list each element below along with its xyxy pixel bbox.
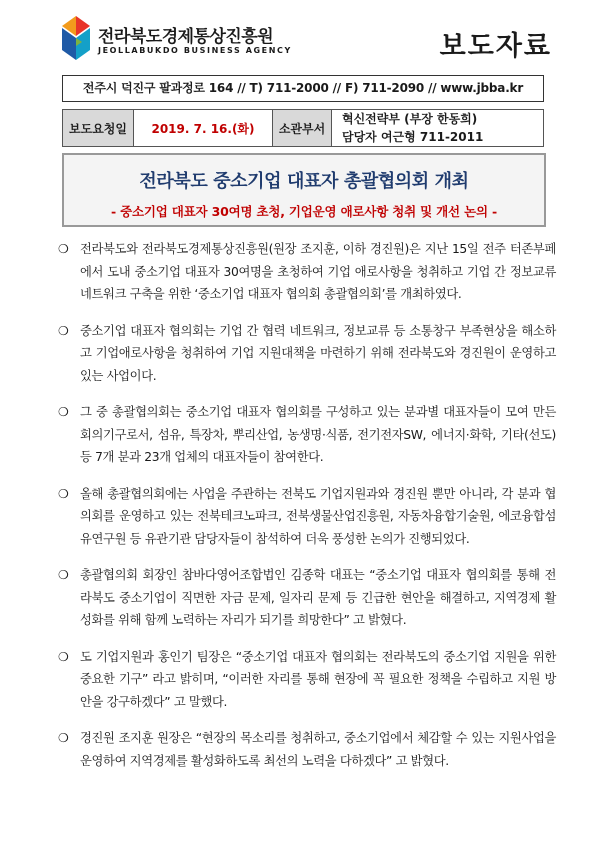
body-paragraph (56, 238, 556, 306)
contact-address-line: 전주시 덕진구 팔과정로 164 // T) 711-2000 // F) 711-2090 // www.jbba.kr (62, 75, 544, 102)
bullet-circle-icon: ❍ (58, 731, 69, 745)
bullet-circle-icon: ❍ (58, 323, 69, 338)
agency-logo-icon (62, 16, 90, 62)
bullet-circle-icon: ❍ (58, 405, 69, 419)
document-type-title: 보도자료 (439, 31, 552, 62)
press-release-body (56, 238, 556, 786)
paragraph-text: 중소기업 대표자 협의회는 기업 간 협력 네트워크, 정보교류 등 소통창구 부족현상을 해소하고 기업애로사항을 청취하여 기업 지원대책을 마련하기 위해 전라북도와 경진원이 운영하고 있는 사업이다. (80, 323, 556, 383)
department-label: 소관부서 (273, 110, 332, 147)
release-date-label: 보도요청일 (63, 110, 134, 147)
org-name-english: JEOLLABUKDO BUSINESS AGENCY (98, 46, 292, 55)
body-paragraph (56, 564, 556, 632)
paragraph-text: 총괄협의회 회장인 참바다영어조합법인 김종학 대표는 “중소기업 대표자 협의회를 통해 전라북도 중소기업이 직면한 자금 문제, 일자리 문제 등 긴급한 현안을 해결하고, 지역경제 활성화를 위해 함께 노력하는 자리가 되기를 희망한다” 고 밝혔다. (80, 568, 556, 627)
org-name-korean: 전라북도경제통상진흥원 (98, 27, 274, 47)
headline-box (62, 153, 546, 227)
department-info (332, 110, 544, 147)
headline-subtitle: - 중소기업 대표자 30여명 초청, 기업운영 애로사항 청취 및 개선 논의 - (111, 204, 497, 219)
bullet-circle-icon: ❍ (58, 568, 69, 582)
paragraph-text: 전라북도와 전라북도경제통상진흥원(원장 조지훈, 이하 경진원)은 지난 15일 전주 터존부페에서 도내 중소기업 대표자 30여명을 초청하여 기업 애로사항을 청취하고 기업 간 정보교류 네트워크 구축을 위한 ‘중소기업 대표자 협의회 총괄협의회’를 개최하였다. (80, 242, 556, 301)
paragraph-text: 그 중 총괄협의회는 중소기업 대표자 협의회를 구성하고 있는 분과별 대표자들이 모여 만든 회의기구로서, 섬유, 특장차, 뿌리산업, 농생명·식품, 전기전자SW, 에너지·화학, 기타(선도) 등 7개 분과 23개 업체의 대표자들이 참여한다. (80, 405, 556, 464)
release-date-value: 2019. 7. 16.(화) (134, 110, 273, 147)
body-paragraph (56, 483, 556, 551)
release-meta-table (62, 109, 544, 147)
body-paragraph (56, 401, 556, 469)
bullet-circle-icon: ❍ (58, 242, 69, 256)
paragraph-text: 도 기업지원과 홍인기 팀장은 “중소기업 대표자 협의회는 전라북도의 중소기업 지원을 위한 중요한 기구” 라고 밝히며, “이러한 자리를 통해 현장에 꼭 필요한 정책을 수립하고 지원 방안을 강구하겠다” 고 말했다. (80, 649, 556, 709)
department-name: 혁신전략부 (부장 한동희) (342, 112, 478, 126)
body-paragraph (56, 646, 556, 714)
headline-title: 전라북도 중소기업 대표자 총괄협의회 개최 (139, 171, 469, 192)
body-paragraph (56, 320, 556, 388)
bullet-circle-icon: ❍ (58, 486, 69, 501)
department-contact: 담당자 여근형 711-2011 (342, 130, 484, 144)
letterhead (48, 10, 558, 72)
body-paragraph (56, 727, 556, 772)
bullet-circle-icon: ❍ (58, 649, 69, 664)
paragraph-text: 올해 총괄협의회에는 사업을 주관하는 전북도 기업지원과와 경진원 뿐만 아니라, 각 분과 협의회를 운영하고 있는 전북테크노파크, 전북생물산업진흥원, 자동차융합기술원, 에코융합섬유연구원 등 유관기관 담당자들이 참석하여 더욱 풍성한 논의가 진행되었다. (80, 486, 556, 546)
paragraph-text: 경진원 조지훈 원장은 “현장의 목소리를 청취하고, 중소기업에서 체감할 수 있는 지원사업을 운영하여 지역경제를 활성화하도록 최선의 노력을 다하겠다” 고 밝혔다. (80, 731, 556, 768)
